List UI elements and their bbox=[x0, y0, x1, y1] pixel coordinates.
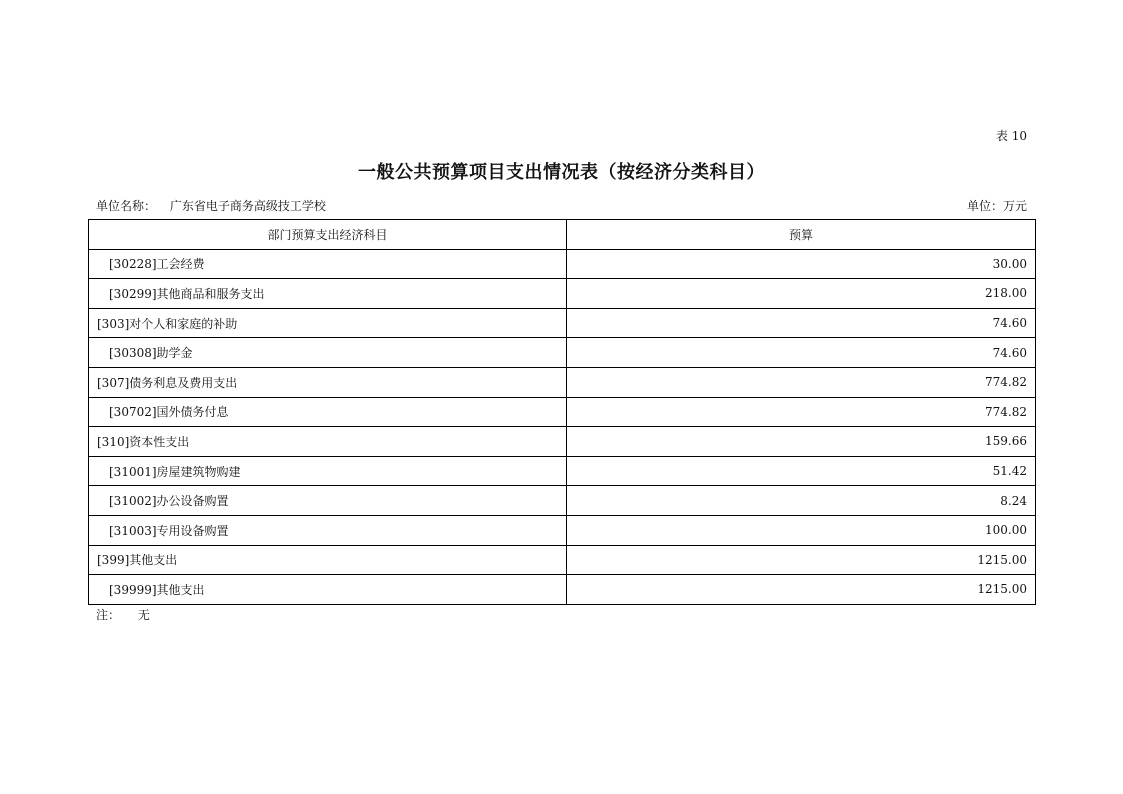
row-amount: 1215.00 bbox=[567, 575, 1036, 605]
row-amount: 8.24 bbox=[567, 486, 1036, 516]
budget-table bbox=[88, 219, 1036, 605]
row-subject: [39999]其他支出 bbox=[89, 575, 567, 605]
footnote bbox=[96, 606, 150, 623]
row-amount: 774.82 bbox=[567, 367, 1036, 397]
table-row bbox=[89, 427, 1036, 457]
table-row bbox=[89, 249, 1036, 279]
row-subject: [303]对个人和家庭的补助 bbox=[89, 308, 567, 338]
table-row bbox=[89, 545, 1036, 575]
page-title: 一般公共预算项目支出情况表（按经济分类科目） bbox=[358, 162, 765, 183]
column-header-budget: 预算 bbox=[567, 220, 1036, 250]
row-amount: 774.82 bbox=[567, 397, 1036, 427]
row-amount: 74.60 bbox=[567, 338, 1036, 368]
table-header-row bbox=[89, 220, 1036, 250]
column-header-subject: 部门预算支出经济科目 bbox=[89, 220, 567, 250]
table-row bbox=[89, 515, 1036, 545]
table-row bbox=[89, 456, 1036, 486]
row-subject: [30308]助学金 bbox=[89, 338, 567, 368]
row-amount: 30.00 bbox=[567, 249, 1036, 279]
table-row bbox=[89, 338, 1036, 368]
row-amount: 74.60 bbox=[567, 308, 1036, 338]
table-row bbox=[89, 367, 1036, 397]
row-subject: [30702]国外债务付息 bbox=[89, 397, 567, 427]
row-amount: 159.66 bbox=[567, 427, 1036, 457]
row-amount: 218.00 bbox=[567, 279, 1036, 309]
row-subject: [31003]专用设备购置 bbox=[89, 515, 567, 545]
org-name: 广东省电子商务高级技工学校 bbox=[169, 199, 326, 213]
table-row bbox=[89, 397, 1036, 427]
row-subject: [31002]办公设备购置 bbox=[89, 486, 567, 516]
row-amount: 51.42 bbox=[567, 456, 1036, 486]
table-row bbox=[89, 486, 1036, 516]
org-label: 单位名称： bbox=[96, 199, 157, 213]
row-subject: [31001]房屋建筑物购建 bbox=[89, 456, 567, 486]
note-text: 无 bbox=[137, 608, 150, 622]
row-subject: [399]其他支出 bbox=[89, 545, 567, 575]
table-number: 表 10 bbox=[995, 129, 1027, 143]
row-subject: [30299]其他商品和服务支出 bbox=[89, 279, 567, 309]
org-info bbox=[96, 197, 326, 214]
row-subject: [30228]工会经费 bbox=[89, 249, 567, 279]
table-row bbox=[89, 279, 1036, 309]
row-amount: 1215.00 bbox=[567, 545, 1036, 575]
meta-row bbox=[96, 197, 1027, 213]
table-row bbox=[89, 308, 1036, 338]
table-row bbox=[89, 575, 1036, 605]
row-amount: 100.00 bbox=[567, 515, 1036, 545]
note-label: 注： bbox=[96, 608, 121, 622]
row-subject: [310]资本性支出 bbox=[89, 427, 567, 457]
unit-label: 单位：万元 bbox=[966, 199, 1027, 213]
row-subject: [307]债务利息及费用支出 bbox=[89, 367, 567, 397]
